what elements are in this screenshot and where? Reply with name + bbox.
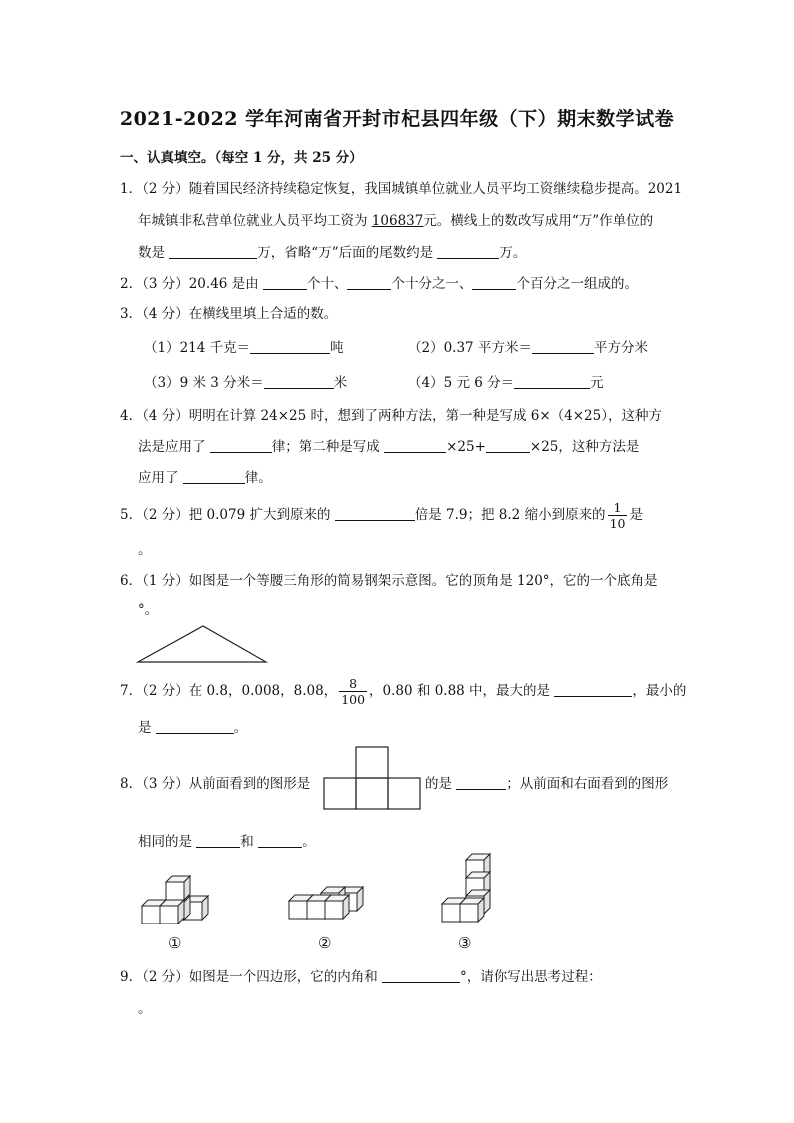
- fraction-denominator: 100: [341, 692, 366, 707]
- q5-line2: 。: [138, 542, 152, 558]
- q1-line2: [138, 209, 653, 229]
- figure-label-3: ③: [458, 934, 472, 952]
- q3-text: （3）9 米 3 分米＝: [144, 375, 264, 391]
- q1-text: 万，省略“万”后面的尾数约是: [257, 245, 438, 261]
- fraction-one-tenth: [608, 500, 628, 531]
- q7-text: ，0.80 和 0.88 中，最大的是: [369, 683, 555, 699]
- q1-text: 年城镇非私营单位就业人员平均工资为: [138, 213, 372, 229]
- q3-text: 平方分米: [593, 340, 648, 356]
- q4-text: ×25，这种方法是: [529, 439, 640, 455]
- q5-text: 是: [629, 507, 643, 523]
- q7-line2: [138, 716, 247, 736]
- q3-part2: [408, 336, 648, 356]
- figure-label-1: ①: [168, 934, 182, 952]
- q4-text: 法是应用了: [138, 439, 210, 455]
- q2-text: 个百分之一组成的。: [516, 276, 638, 292]
- answer-blank[interactable]: [554, 682, 632, 697]
- q2-text: 2．（3 分）20.46 是由: [120, 276, 263, 292]
- q7-text: 7．（2 分）在 0.8，0.008，8.08，: [120, 683, 338, 699]
- q2-line: [120, 272, 638, 292]
- q5-text: 5．（2 分）把 0.079 扩大到原来的: [120, 507, 335, 523]
- answer-blank[interactable]: [486, 438, 530, 453]
- q3-text: 米: [333, 375, 348, 391]
- answer-blank[interactable]: [210, 438, 272, 453]
- q9-text: °，请你写出思考过程：: [460, 969, 602, 985]
- answer-blank[interactable]: [472, 275, 516, 290]
- q1-underlined-number: 106837: [371, 213, 424, 229]
- fraction-numerator: 8: [339, 676, 367, 692]
- q3-stem: 3．（4 分）在横线里填上合适的数。: [120, 306, 338, 322]
- triangle-shape: [138, 626, 266, 662]
- page-title: 2021-2022 学年河南省开封市杞县四年级（下）期末数学试卷: [119, 108, 675, 130]
- q4-text: 应用了: [138, 470, 183, 486]
- cube: [166, 876, 190, 900]
- q8-text: 和: [240, 834, 259, 850]
- answer-blank[interactable]: [532, 339, 594, 354]
- cube-stack-figure-3: [440, 852, 496, 926]
- q1-line1: 1．（2 分）随着国民经济持续稳定恢复，我国城镇单位就业人员平均工资继续稳步提高。2021: [120, 181, 683, 197]
- q8-text: 的是: [425, 776, 457, 792]
- q1-text: 数是: [138, 245, 170, 261]
- fraction-eight-hundredths: [339, 676, 367, 707]
- answer-blank[interactable]: [263, 275, 307, 290]
- q9-line2: 。: [138, 1001, 152, 1017]
- answer-blank[interactable]: [250, 339, 330, 354]
- q3-text: 吨: [330, 340, 344, 356]
- answer-blank[interactable]: [183, 469, 245, 484]
- q3-text: （1）214 千克＝: [144, 340, 251, 356]
- q4-line1: 4．（4 分）明明在计算 24×25 时，想到了两种方法，第一种是写成 6×（4×25），这种方: [120, 408, 662, 424]
- q8-text: 。: [302, 834, 316, 850]
- q3-part4: [408, 371, 604, 391]
- q4-line3: [138, 466, 272, 486]
- q2-text: 个十分之一、: [391, 276, 473, 292]
- q4-text: 律；第二种是写成: [271, 439, 385, 455]
- q8-line2: [138, 830, 316, 850]
- cube: [160, 900, 184, 924]
- answer-blank[interactable]: [258, 833, 302, 848]
- q1-text: 元。横线上的数改写成用“万”作单位的: [423, 213, 654, 229]
- front-view-square: [324, 778, 356, 809]
- q7-text: 是: [138, 720, 156, 736]
- q4-text: 律。: [244, 470, 272, 486]
- answer-blank[interactable]: [382, 968, 460, 983]
- section-heading: 一、认真填空。（每空 1 分，共 25 分）: [120, 150, 363, 166]
- q7-text: 。: [233, 720, 248, 736]
- q8-text: ；从前面和右面看到的图形: [506, 776, 669, 792]
- answer-blank[interactable]: [384, 438, 446, 453]
- answer-blank[interactable]: [196, 833, 240, 848]
- answer-blank[interactable]: [169, 244, 257, 259]
- q7-line1: [120, 676, 686, 707]
- fraction-denominator: 10: [609, 516, 626, 531]
- answer-blank[interactable]: [514, 374, 590, 389]
- cube: [325, 895, 349, 919]
- front-view-square: [356, 778, 388, 809]
- cube-stack-figure-2: [287, 885, 369, 925]
- q3-text: （4）5 元 6 分＝: [408, 375, 515, 391]
- q6-line1: 6．（1 分）如图是一个等腰三角形的简易钢架示意图。它的顶角是 120°，它的一个底角是: [120, 573, 658, 589]
- q8-text: 相同的是: [138, 834, 197, 850]
- q8-line1-a: 8．（3 分）从前面看到的图形是: [120, 776, 311, 792]
- q5-text: 倍是 7.9；把 8.2 缩小到原来的: [414, 507, 606, 523]
- q9-line1: [120, 965, 602, 985]
- cube: [460, 898, 484, 922]
- q2-text: 个十、: [306, 276, 348, 292]
- answer-blank[interactable]: [156, 719, 234, 734]
- figure-label-2: ②: [318, 934, 332, 952]
- q1-line3: [138, 241, 526, 261]
- q4-line2: [138, 435, 639, 455]
- q3-text: 元: [590, 375, 604, 391]
- q7-text: ，最小的: [632, 683, 687, 699]
- q1-text: 万。: [499, 245, 527, 261]
- answer-blank[interactable]: [264, 374, 334, 389]
- answer-blank[interactable]: [335, 506, 415, 521]
- q9-text: 9．（2 分）如图是一个四边形，它的内角和: [120, 969, 383, 985]
- front-view-figure: [322, 745, 424, 811]
- front-view-square: [388, 778, 420, 809]
- answer-blank[interactable]: [347, 275, 391, 290]
- isosceles-triangle-figure: [136, 622, 270, 664]
- q8-line1-b: [425, 772, 668, 792]
- cube-stack-figure-1: [138, 872, 214, 924]
- q6-line2: °。: [138, 602, 159, 618]
- q4-text: ×25+: [446, 439, 486, 455]
- q3-part3: [144, 371, 347, 391]
- answer-blank[interactable]: [437, 244, 499, 259]
- q5-line1: [120, 500, 643, 531]
- q3-text: （2）0.37 平方米＝: [408, 340, 532, 356]
- fraction-numerator: 1: [608, 500, 628, 516]
- answer-blank[interactable]: [456, 775, 506, 790]
- front-view-square: [356, 747, 388, 778]
- q3-part1: [144, 336, 344, 356]
